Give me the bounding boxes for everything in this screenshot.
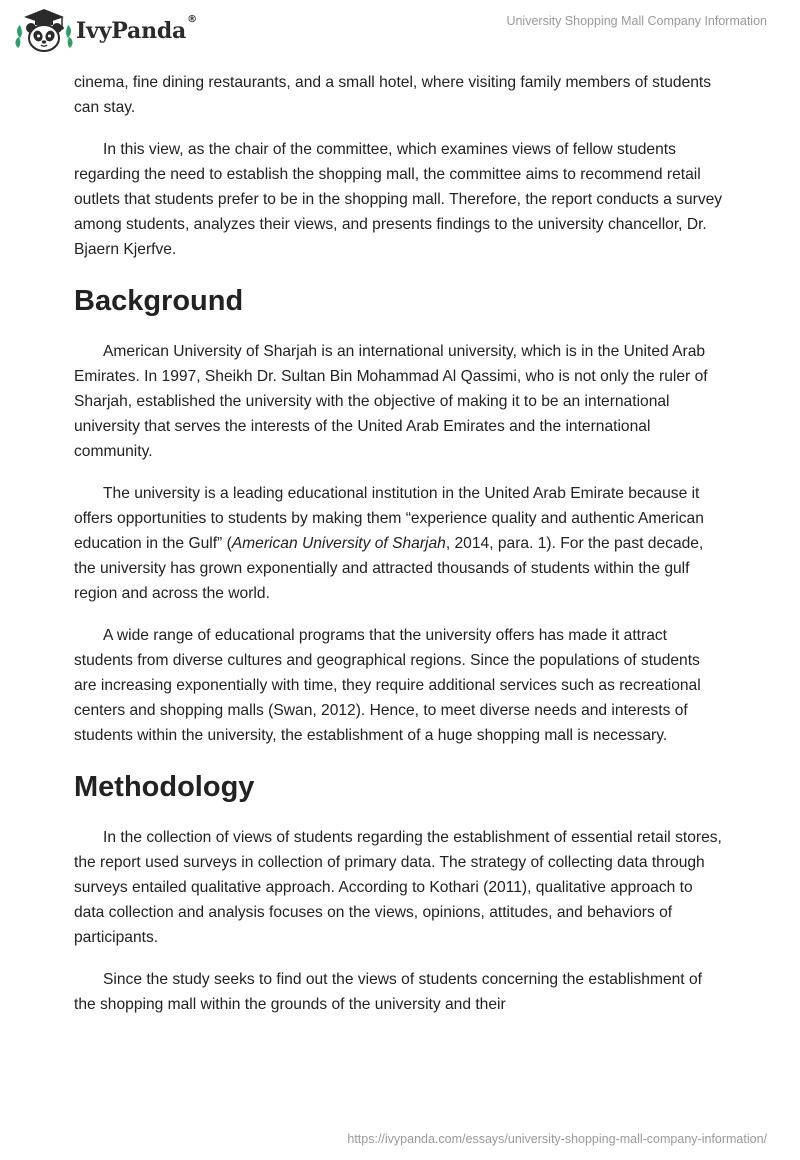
methodology-heading: Methodology	[74, 771, 255, 803]
background-paragraph-2	[74, 481, 724, 606]
intro-paragraph: In this view, as the chair of the committee, which examines views of fellow students regarding the need to establish the shopping mall, the committee aims to recommend retail outlets that students prefer to be in the shopping mall. Therefore, the report conducts a survey among students, analyzes their views, and presents findings to the university chancellor, Dr. Bjaern Kjerfve.	[74, 141, 723, 258]
registered-mark: ®	[187, 14, 197, 25]
methodology-paragraph-2: Since the study seeks to find out the views of students concerning the establishment of the shopping mall within the grounds of the university and their	[74, 971, 702, 1013]
panda-graduate-icon	[14, 8, 74, 54]
source-url[interactable]: https://ivypanda.com/essays/university-shopping-mall-company-information/	[347, 1132, 767, 1146]
background-heading: Background	[74, 285, 244, 317]
methodology-paragraph-1: In the collection of views of students regarding the establishment of essential retail stores, the report used surveys in collection of primary data. The strategy of collecting data through surveys entailed qualitative approach. According to Kothari (2011), qualitative approach to data collection and analysis focuses on the views, opinions, attitudes, and behaviors of participants.	[74, 829, 722, 946]
page-header	[0, 0, 800, 64]
brand-name: IvyPanda®	[76, 14, 197, 44]
background-paragraph-1: American University of Sharjah is an international university, which is in the United Arab Emirates. In 1997, Sheikh Dr. Sultan Bin Mohammad Al Qassimi, who is not only the ruler of Sharjah, established the university with the objective of making it to be an international university that serves the interests of the United Arab Emirates and the international community.	[74, 343, 708, 460]
essay-body	[74, 70, 724, 1034]
background-paragraph-3: A wide range of educational programs that the university offers has made it attract students from diverse cultures and geographical regions. Since the populations of students are increasing exponentially with time, they require additional services such as recreational centers and shopping malls (Swan, 2012). Hence, to meet diverse needs and interests of students within the university, the establishment of a huge shopping mall is necessary.	[74, 627, 701, 744]
intro-continued-paragraph: cinema, fine dining restaurants, and a small hotel, where visiting family members of students can stay.	[74, 74, 712, 116]
document-title: University Shopping Mall Company Information	[506, 14, 767, 28]
background-paragraph-2-text: The university is a leading educational institution in the United Arab Emirate because it offers opportunities to students by making them “experience quality and authentic American education in the Gulf” (	[74, 485, 704, 552]
background-paragraph-2-text-end: , 2014, para. 1). For the past decade, the university has grown exponentially and attracted thousands of students within the gulf region and across the world.	[74, 535, 704, 602]
citation-source: American University of Sharjah	[231, 535, 446, 552]
ivypanda-logo[interactable]	[14, 8, 197, 54]
